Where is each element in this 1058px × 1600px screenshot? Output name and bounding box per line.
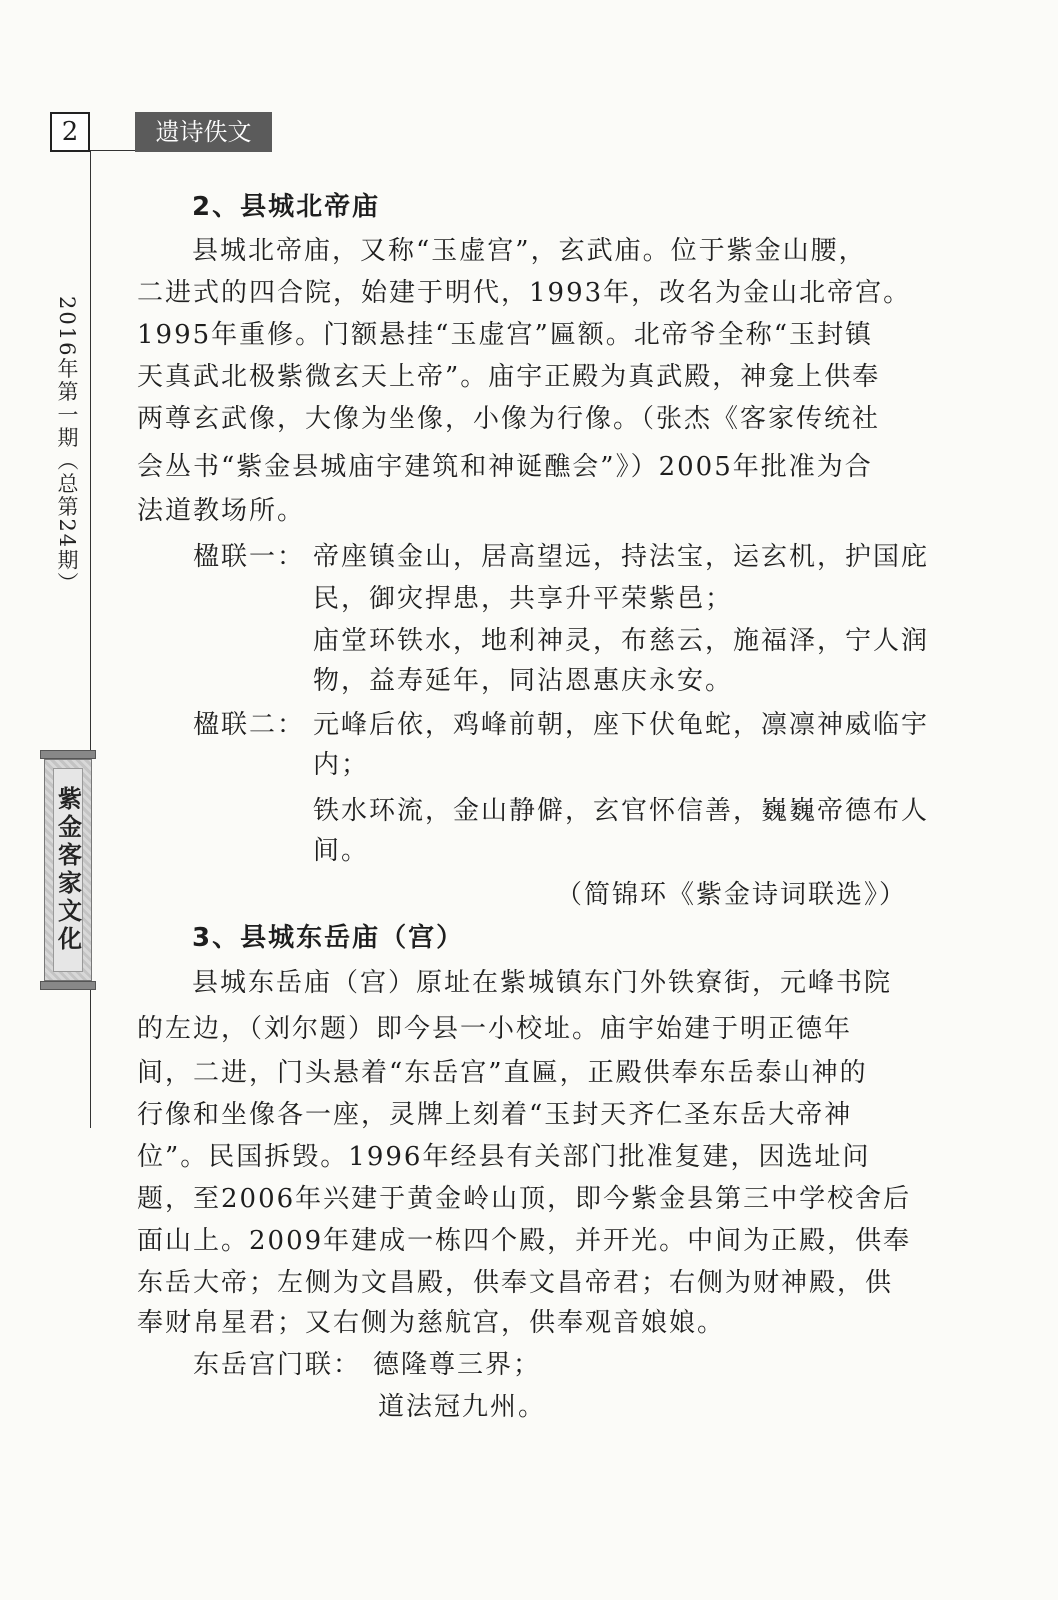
issue-label: 2016年第一期（总第24期） xyxy=(55,296,79,596)
couplet1-line: 庙堂环铁水，地利神灵，布慈云，施福泽，宁人润 xyxy=(313,626,930,656)
couplet1-label: 楹联一： xyxy=(193,542,306,572)
gate-couplet-line1: 德隆尊三界； xyxy=(373,1350,542,1380)
couplet1-line: 物，益寿延年，同沾恩惠庆永安。 xyxy=(313,666,734,696)
section3-para-line: 间，二进，门头悬着“东岳宫”直匾，正殿供奉东岳泰山神的 xyxy=(137,1058,868,1088)
section2-para-line: 二进式的四合院，始建于明代，1993年，改名为金山北帝宫。 xyxy=(137,278,912,308)
scroll-rod-bottom xyxy=(40,981,96,990)
header-rule xyxy=(90,150,135,151)
section3-para-line: 位”。民国拆毁。1996年经县有关部门批准复建，因选址问 xyxy=(137,1142,871,1172)
scroll-title: 紫金客家文化 xyxy=(53,768,83,972)
section2-source: （简锦环《紫金诗词联选》） xyxy=(556,880,908,910)
section2-para-line: 县城北帝庙，又称“玉虚宫”，玄武庙。位于紫金山腰， xyxy=(192,236,867,266)
section2-para-line: 天真武北极紫微玄天上帝”。庙宇正殿为真武殿，神龛上供奉 xyxy=(137,362,881,392)
scroll-body xyxy=(44,759,92,981)
section-title-tab: 遗诗佚文 xyxy=(135,112,272,152)
couplet2-line: 铁水环流，金山静僻，玄官怀信善，巍巍帝德布人 xyxy=(313,796,930,826)
section3-heading: 3、县城东岳庙（宫） xyxy=(192,923,465,953)
section3-para-line: 东岳大帝；左侧为文昌殿，供奉文昌帝君；右侧为财神殿，供 xyxy=(137,1268,894,1298)
section3-para-line: 奉财帛星君；又右侧为慈航宫，供奉观音娘娘。 xyxy=(137,1308,726,1338)
section2-para-line: 法道教场所。 xyxy=(137,496,306,526)
gate-couplet-label: 东岳宫门联： xyxy=(193,1350,362,1380)
section3-para-line: 县城东岳庙（宫）原址在紫城镇东门外铁寮街，元峰书院 xyxy=(192,968,893,998)
couplet1-line: 帝座镇金山，居高望远，持法宝，运玄机，护国庇 xyxy=(313,542,930,572)
scroll-emblem xyxy=(40,750,96,990)
margin-rule xyxy=(90,150,91,750)
section3-para-line: 的左边，（刘尔题）即今县一小校址。庙宇始建于明正德年 xyxy=(137,1014,853,1044)
section2-heading: 2、县城北帝庙 xyxy=(192,192,381,222)
couplet2-label: 楹联二： xyxy=(193,710,306,740)
margin-rule-lower xyxy=(90,988,91,1128)
couplet2-line: 内； xyxy=(313,750,370,780)
section3-para-line: 面山上。2009年建成一栋四个殿，并开光。中间为正殿，供奉 xyxy=(137,1226,912,1256)
gate-couplet-line2: 道法冠九州。 xyxy=(378,1392,547,1422)
couplet2-line: 元峰后依，鸡峰前朝，座下伏龟蛇，凛凛神威临宇 xyxy=(313,710,930,740)
couplet2-line: 间。 xyxy=(313,836,370,866)
section3-para-line: 题，至2006年兴建于黄金岭山顶，即今紫金县第三中学校舍后 xyxy=(137,1184,912,1214)
section2-para-line: 会丛书“紫金县城庙宇建筑和神诞醮会”》）2005年批准为合 xyxy=(137,452,873,482)
section3-para-line: 行像和坐像各一座，灵牌上刻着“玉封天齐仁圣东岳大帝神 xyxy=(137,1100,853,1130)
scroll-rod-top xyxy=(40,750,96,759)
page-number: 2 xyxy=(50,112,90,152)
section2-para-line: 两尊玄武像，大像为坐像，小像为行像。（张杰《客家传统社 xyxy=(137,404,881,434)
section2-para-line: 1995年重修。门额悬挂“玉虚宫”匾额。北帝爷全称“玉封镇 xyxy=(137,320,874,350)
couplet1-line: 民，御灾捍患，共享升平荣紫邑； xyxy=(313,584,734,614)
